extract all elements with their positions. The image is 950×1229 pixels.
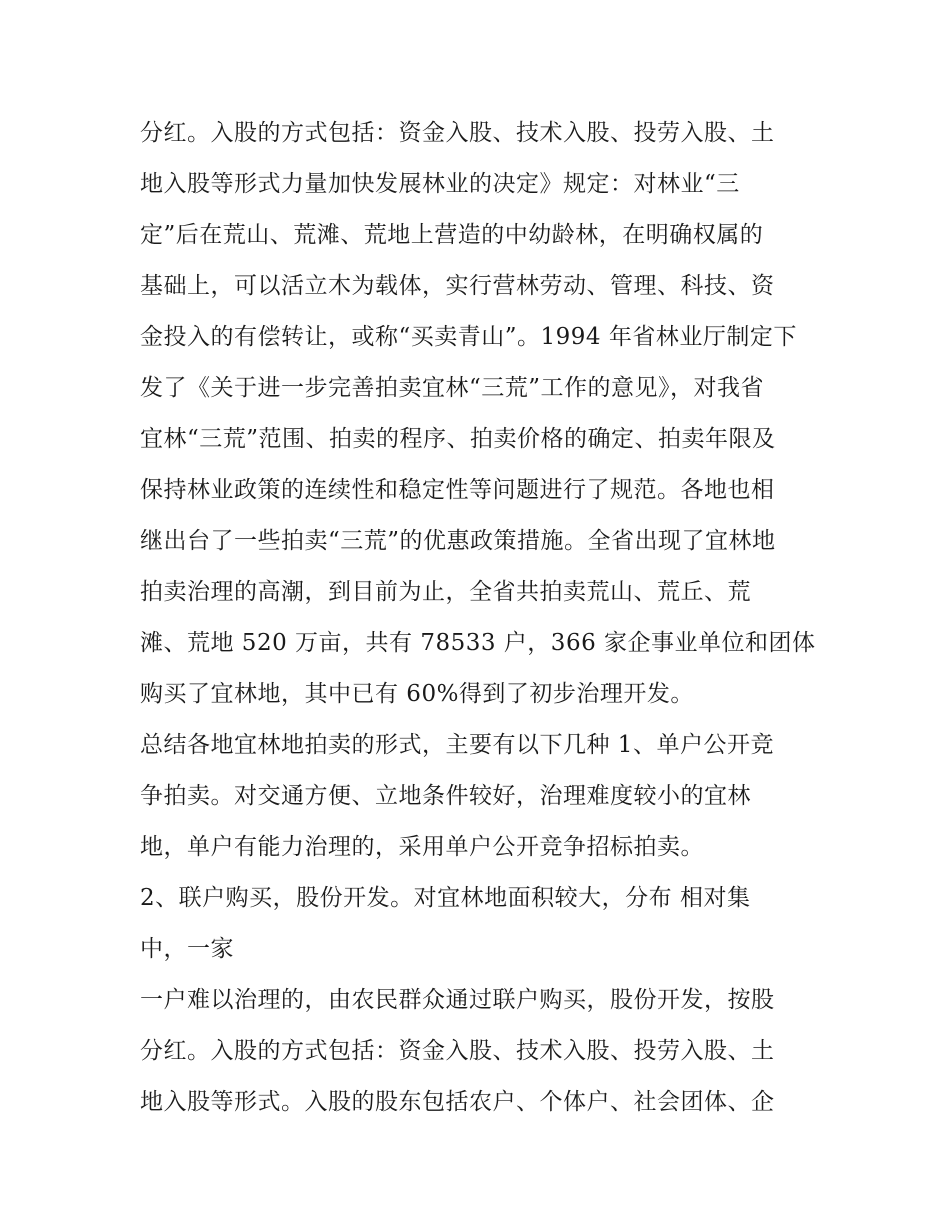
text-line-8: 保持林业政策的连续性和稳定性等问题进行了规范。各地也相 [140,477,775,503]
text-line-20: 地入股等形式。入股的股东包括农户、个体户、社会团体、企 [140,1089,775,1115]
text-line-10: 拍卖治理的高潮，到目前为止，全省共拍卖荒山、荒丘、荒 [140,579,751,605]
text-line-13: 总结各地宜林地拍卖的形式，主要有以下几种 1、单户公开竞 [140,732,774,758]
text-line-15: 地，单户有能力治理的，采用单户公开竞争招标拍卖。 [140,834,704,860]
body-text [140,108,820,1128]
text-line-4: 基础上，可以活立木为载体，实行营林劳动、管理、科技、资 [140,273,775,299]
text-line-14: 争拍卖。对交通方便、立地条件较好，治理难度较小的宜林 [140,783,751,809]
text-line-2: 地入股等形式力量加快发展林业的决定》规定：对林业“三 [140,171,740,197]
text-line-19: 分红。入股的方式包括：资金入股、技术入股、投劳入股、土 [140,1038,775,1064]
text-line-3: 定”后在荒山、荒滩、荒地上营造的中幼龄林，在明确权属的 [140,222,764,248]
text-line-9: 继出台了一些拍卖“三荒”的优惠政策措施。全省出现了宜林地 [140,528,776,554]
text-line-7: 宜林“三荒”范围、拍卖的程序、拍卖价格的确定、拍卖年限及 [140,426,776,452]
text-line-6: 发了《关于进一步完善拍卖宜林“三荒”工作的意见》，对我省 [140,375,765,401]
text-line-1: 分红。入股的方式包括：资金入股、技术入股、投劳入股、土 [140,120,775,146]
text-line-11: 滩、荒地 520 万亩，共有 78533 户，366 家企事业单位和团体 [140,630,816,656]
text-line-12: 购买了宜林地，其中已有 60%得到了初步治理开发。 [140,681,694,707]
text-line-17: 中，一家 [140,936,234,962]
text-line-16: 2、联户购买，股份开发。对宜林地面积较大，分布 相对集 [140,885,751,911]
text-line-5: 金投入的有偿转让，或称“买卖青山”。1994 年省林业厅制定下 [140,324,797,350]
text-line-18: 一户难以治理的，由农民群众通过联户购买，股份开发，按股 [140,987,775,1013]
